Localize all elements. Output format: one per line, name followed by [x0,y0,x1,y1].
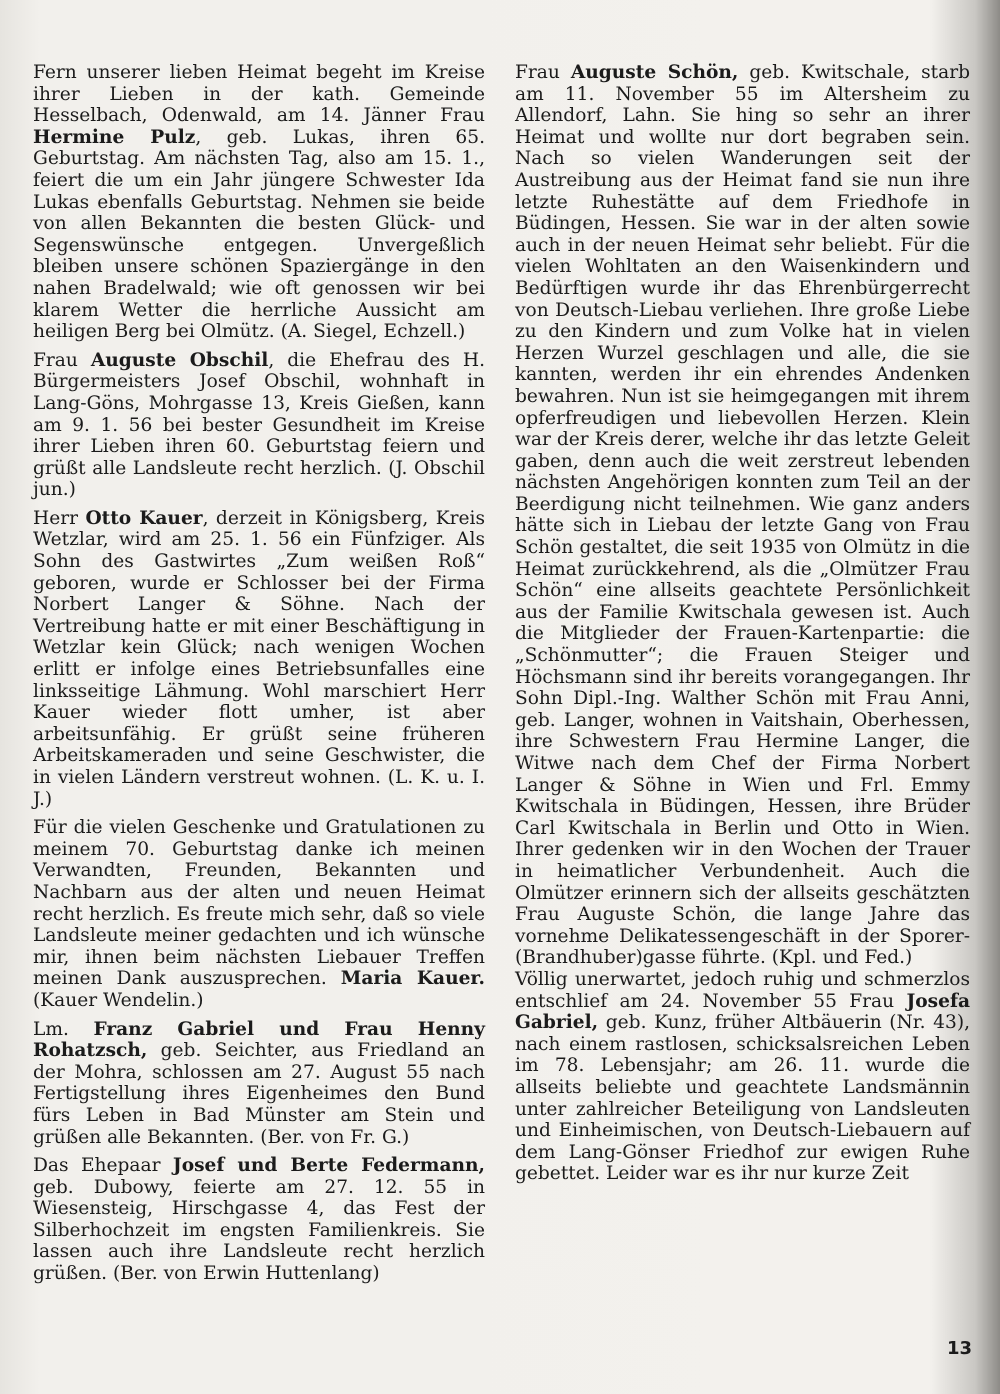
right-column [515,62,970,1185]
announcement-kauer: Herr Otto Kauer, derzeit in Königsberg, Kreis Wetzlar, wird am 25. 1. 56 ein Fünfziger. Als Sohn des Gastwirtes „Zum weißen Roß“ geboren, wurde er Schlosser bei der Firma Norbert Langer & Söhne. Nach der Vertreibung hatte er mit einer Beschäftigung in Wetzlar kein Glück; nach wenigen Wochen erlitt er infolge eines Betriebsunfalles eine linksseitige Lähmung. Wohl marschiert Herr Kauer wieder flott umher, ist aber arbeitsunfähig. Er grüßt seine früheren Arbeitskameraden und seine Geschwister, die in vielen Ländern verstreut wohnen. (L. K. u. I. J.) [33,507,486,810]
announcement-federmann: Das Ehepaar Josef und Berte Federmann, geb. Dubowy, feierte am 27. 12. 55 in Wiesensteig, Hirschgasse 4, das Fest der Silberhochzeit im engsten Familienkreis. Sie lassen auch ihre Landsleute recht herzlich grüßen. (Ber. von Erwin Huttenlang) [33,1155,485,1285]
announcement-pulz: Fern unserer lieben Heimat begeht im Kreise ihrer Lieben in der kath. Gemeinde Hesselbach, Odenwald, am 14. Jänner Frau Hermine Pulz, geb. Lukas, ihren 65. Geburtstag. Am nächsten Tag, also am 15. 1., feiert die um ein Jahr jüngere Schwester Ida Lukas ebenfalls Geburtstag. Nehmen sie beide von allen Bekannten die besten Glück- und Segenswünsche entgegen. Unvergeßlich bleiben unsere schönen Spaziergänge in den nahen Bradelwald; wie oft genossen wir bei klarem Wetter die herrliche Aussicht am heiligen Berg bei Olmütz. (A. Siegel, Echzell.) [33,62,485,343]
announcement-wedding-gabriel: Lm. Franz Gabriel und Frau Henny Rohatzsch, geb. Seichter, aus Friedland an der Mohra, schlossen am 27. August 55 nach Fertigstellung ihres Eigenheimes den Bund fürs Leben in Bad Münster am Stein und grüßen alle Bekannten. (Ber. von Fr. G.) [33,1018,485,1148]
announcement-obschil: Frau Auguste Obschil, die Ehefrau des H. Bürgermeisters Josef Obschil, wohnhaft in Lang-Göns, Mohrgasse 13, Kreis Gießen, kann am 9. 1. 56 bei bester Gesundheit im Kreise ihrer Lieben ihren 60. Geburtstag feiern und grüßt alle Landsleute recht herzlich. (J. Obschil jun.) [33,349,485,501]
obituary-josefa-gabriel: Völlig unerwartet, jedoch ruhig und schmerzlos entschlief am 24. November 55 Frau Josefa Gabriel, geb. Kunz, früher Altbäuerin (Nr. 43), nach einem rastlosen, schicksalsreichen Leben im 78. Lebensjahr; am 26. 11. wurde die allseits beliebte und geachtete Landsmännin unter zahlreicher Beteiligung von Landsleuten und Einheimischen, von Deutsch-Liebauern auf dem Lang-Gönser Friedhof zur ewigen Ruhe gebettet. Leider war es ihr nur kurze Zeit [515,968,970,1185]
obituary-schoen: Frau Auguste Schön, geb. Kwitschale, starb am 11. November 55 im Altersheim zu Allendorf, Lahn. Sie hing so sehr an ihrer Heimat und wollte nur dort begraben sein. Nach so vielen Wanderungen seit der Austreibung aus der Heimat fand sie nun ihre letzte Ruhestätte auf dem Friedhofe in Büdingen, Hessen. Sie war in der alten sowie auch in der neuen Heimat sehr beliebt. Für die vielen Wohltaten an den Waisenkindern und Bedürftigen wurde ihr das Ehrenbürgerrecht von Deutsch-Liebau verliehen. Ihre große Liebe zu den Kindern und zum Volke hat in vielen Herzen Wurzel geschlagen und alle, die sie kannten, werden ihr ein ehrendes Andenken bewahren. Nun ist sie heimgegangen mit ihrem opferfreudigen und liebevollen Herzen. Klein war der Kreis derer, welche ihr das letzte Geleit gaben, denn auch die weit zerstreut lebenden nächsten Angehörigen konnten zum Teil an der Beerdigung nicht teilnehmen. Wie ganz anders hätte sich in Liebau der letzte Gang von Frau Schön gestaltet, die seit 1935 von Olmütz in die Heimat zurückkehrend, als die „Olmützer Frau Schön“ eine allseits geachtete Persönlichkeit aus der Familie Kwitschala gewesen ist. Auch die Mitglieder der Frauen-Kartenpartie: die „Schönmutter“; die Frauen Steiger und Höchsmann sind ihr bereits vorangegangen. Ihr Sohn Dipl.-Ing. Walther Schön mit Frau Anni, geb. Langer, wohnen in Vaitshain, Oberhessen, ihre Schwestern Frau Hermine Langer, die Witwe nach dem Chef der Firma Norbert Langer & Söhne in Wien und Frl. Emmy Kwitschala in Büdingen, Hessen, ihre Brüder Carl Kwitschala in Berlin und Otto in Wien. Ihrer gedenken wir in den Wochen der Trauer in heimatlicher Verbundenheit. Auch die Olmützer erinnern sich der allseits geschätzten Frau Auguste Schön, die lange Jahre das vornehme Delikatessengeschäft in der Sporer-(Brandhuber)gasse führte. (Kpl. und Fed.) [515,62,970,969]
left-column [33,62,485,1292]
page-number: 13 [947,1338,973,1359]
thanks-maria-kauer: Für die vielen Geschenke und Gratulationen zu meinem 70. Geburtstag danke ich meinen Verwandten, Freunden, Bekannten und Nachbarn aus der alten und neuen Heimat recht herzlich. Es freute mich sehr, daß so viele Landsleute meiner gedachten und ich wünsche mir, ihnen beim nächsten Liebauer Treffen meinen Dank auszusprechen. Maria Kauer. (Kauer Wendelin.) [33,817,485,1011]
